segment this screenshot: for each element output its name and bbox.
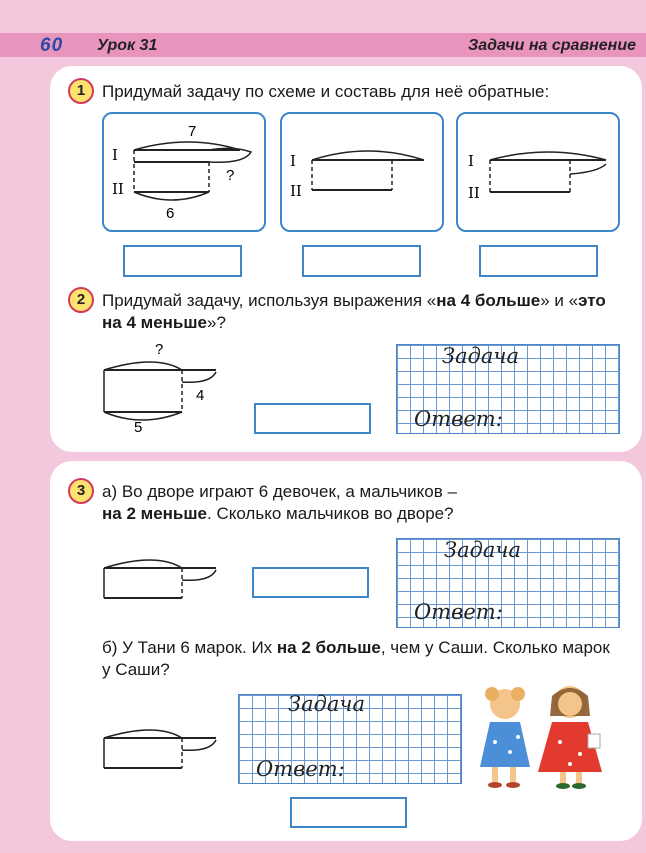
girl-right [538,686,602,789]
topic-title: Задачи на сравнение [467,37,636,54]
page-number: 60 [40,35,64,56]
task3a-text: а) Во дворе играют 6 девочек, а мальчиков – на 2 меньше. Сколько мальчиков во дворе? [102,482,457,523]
task3b-scheme [100,718,230,778]
task1-number-badge: 1 [68,78,94,104]
scheme-card-3 [456,112,620,232]
task1-answer-box-2[interactable] [302,245,421,277]
task3-number-badge: 3 [68,478,94,504]
scheme-2-row-i: I [290,152,296,170]
scheme-1-drawing [104,114,264,230]
task1-answer-box-1[interactable] [123,245,242,277]
task3b-answer-box[interactable] [290,797,407,828]
scheme-2-drawing [282,114,442,230]
task1-answer-box-3[interactable] [479,245,598,277]
scheme-3-row-ii: II [468,184,480,202]
scheme-1-row-i: I [112,146,118,164]
scheme-3-drawing [458,114,618,230]
task2-number-badge: 2 [68,287,94,313]
task3b-grid-answer: Ответ: [256,757,345,781]
task1-text: Придумай задачу по схеме и составь для неё обратные: [102,82,550,101]
scheme-1-row-ii: II [112,180,124,198]
task2-text: Придумай задачу, используя выражения «на 4 больше» и «это на 4 меньше»? [102,291,606,332]
girl-left [480,687,530,788]
task3b-grid-title: Задача [288,692,366,716]
scheme-1-question: ? [226,167,235,184]
task3a-scheme [100,548,230,608]
task2-scheme-diff: 4 [196,387,205,404]
scheme-1-bottom-value: 6 [166,205,175,222]
scheme-1-top-value: 7 [188,123,197,140]
task2-grid-answer: Ответ: [414,407,503,431]
task2-scheme-bottom: 5 [134,419,143,435]
task2-answer-box[interactable] [254,403,371,434]
task3a-grid-title: Задача [444,538,522,562]
girls-illustration [470,682,620,792]
scheme-2-row-ii: II [290,182,302,200]
scheme-card-2 [280,112,444,232]
task3b-text: б) У Тани 6 марок. Их на 2 больше, чем у Саши. Сколько марок у Саши? [102,638,610,679]
task2-scheme [100,340,230,435]
lesson-title: Урок 31 [97,37,158,54]
scheme-3-row-i: I [468,152,474,170]
task2-scheme-question: ? [155,341,164,358]
task3a-grid-answer: Ответ: [414,600,503,624]
task2-grid-title: Задача [442,344,520,368]
scheme-card-1 [102,112,266,232]
task3a-answer-box[interactable] [252,567,369,598]
